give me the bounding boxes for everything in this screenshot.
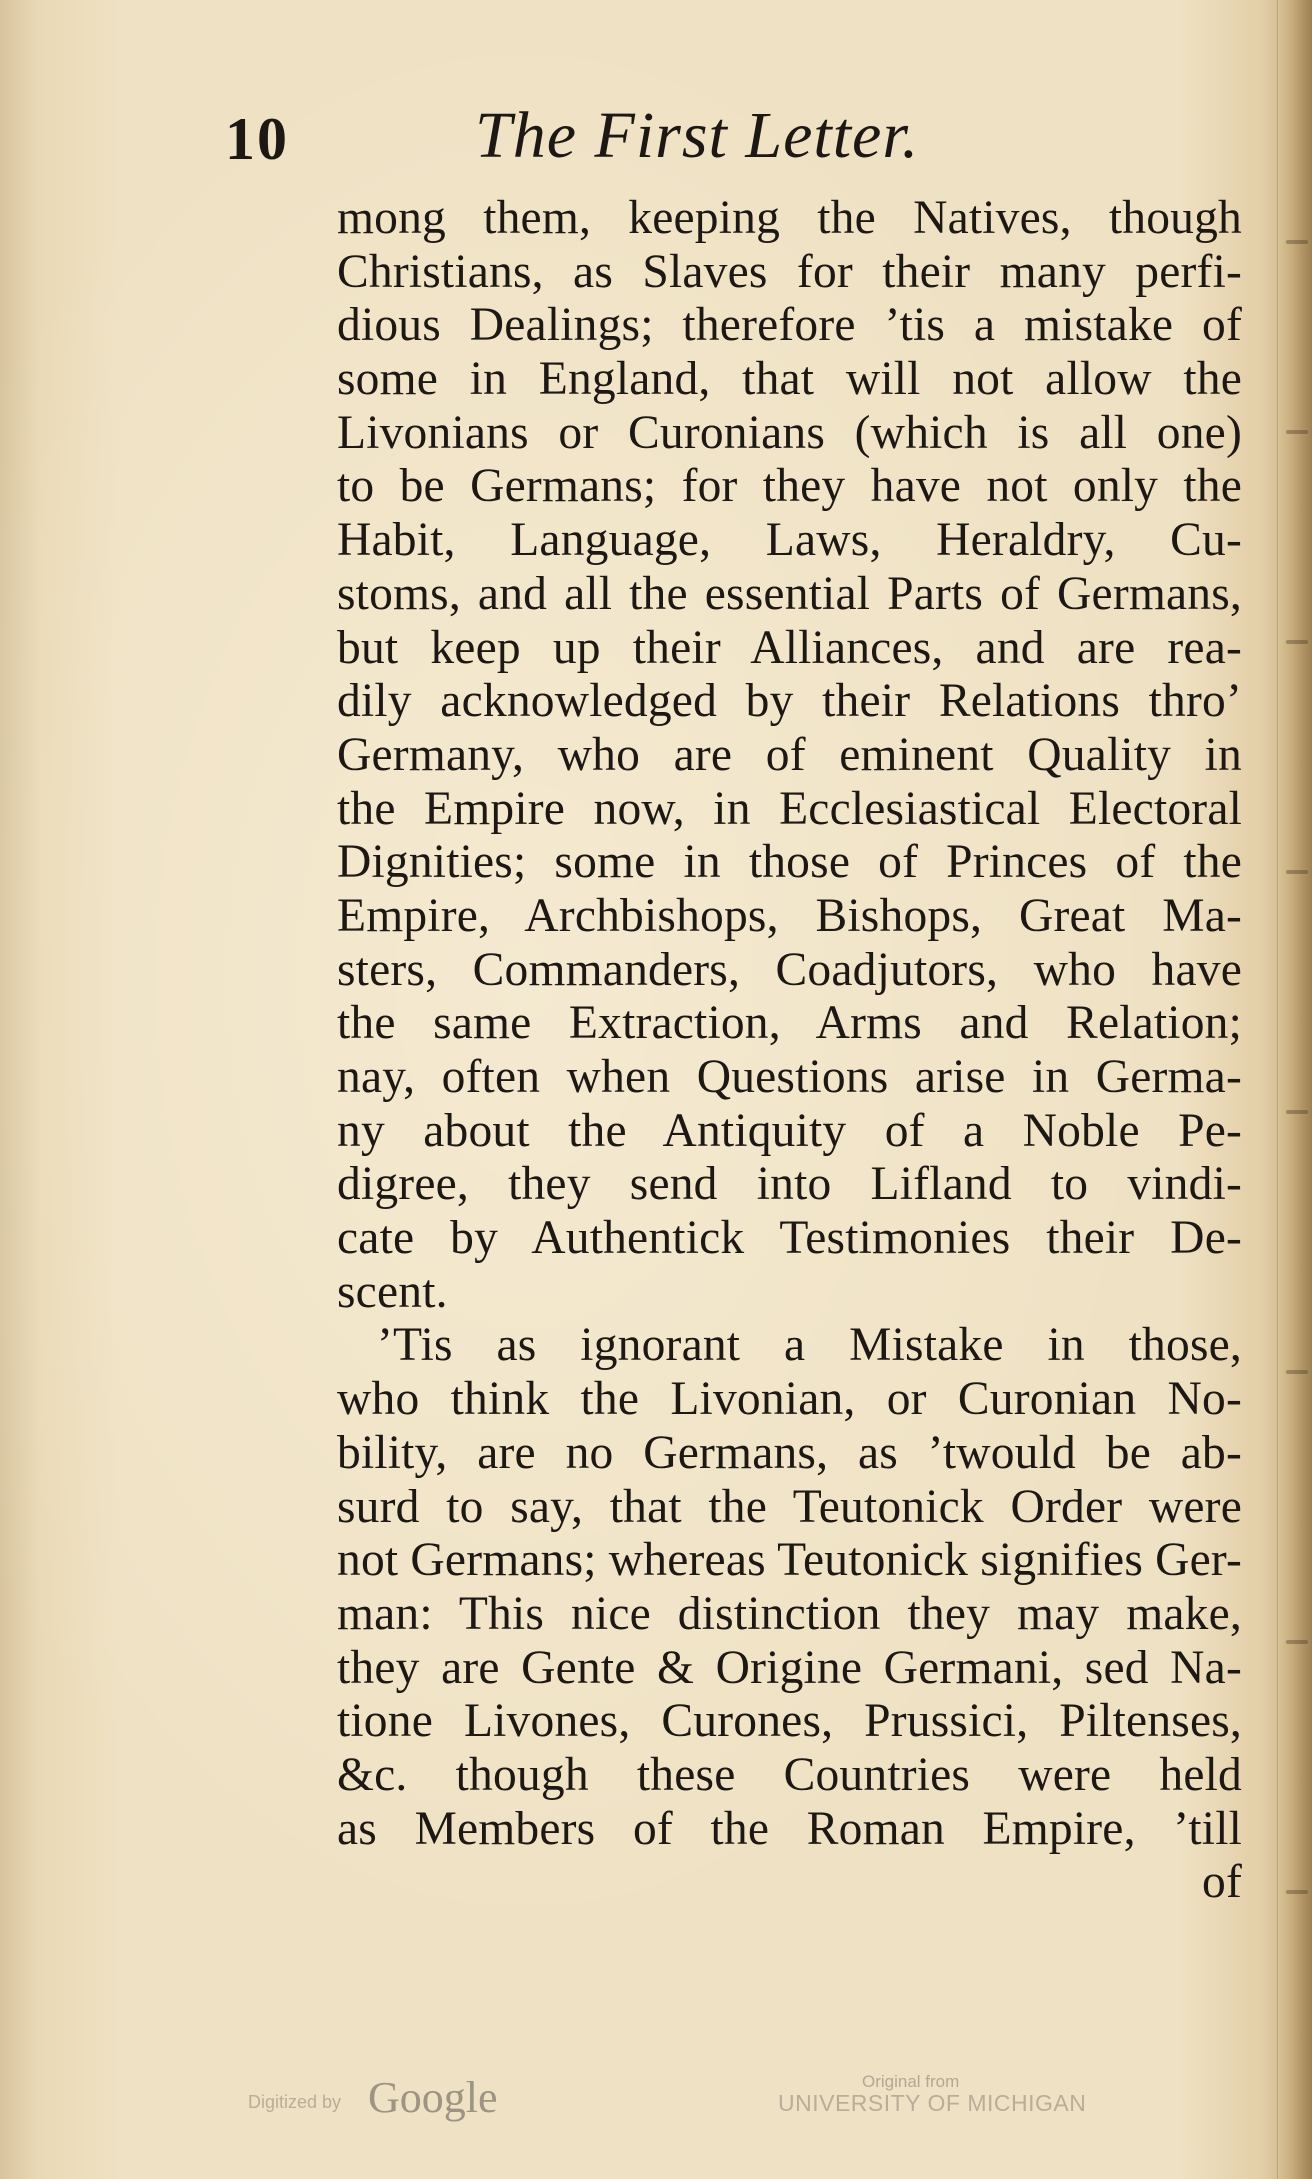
text-line: the same Extraction, Arms and Relation; xyxy=(337,997,1242,1050)
text-line: but keep up their Alliances, and are rea- xyxy=(337,621,1242,674)
text-line: ’Tis as ignorant a Mistake in those, xyxy=(377,1319,1242,1372)
bleed-mark xyxy=(1286,870,1308,874)
bleed-mark xyxy=(1286,1890,1308,1894)
text-line: nay, often when Questions arise in Germa- xyxy=(337,1051,1242,1103)
text-line: sters, Commanders, Coadjutors, who have xyxy=(337,943,1242,996)
text-line: they are Gente & Origine Germani, sed Na- xyxy=(337,1641,1242,1694)
text-line: Dignities; some in those of Princes of the xyxy=(337,836,1242,889)
text-line: digree, they send into Lifland to vindi- xyxy=(337,1158,1242,1211)
text-line: some in England, that will not allow the xyxy=(337,353,1242,406)
google-logo: Google xyxy=(368,2073,498,2122)
text-line: Germany, who are of eminent Quality in xyxy=(337,728,1242,781)
digitized-by-label: Digitized by xyxy=(248,2092,342,2112)
bleed-mark xyxy=(1286,240,1308,244)
text-line: mong them, keeping the Natives, though xyxy=(337,192,1242,244)
bleed-mark xyxy=(1286,1640,1308,1644)
original-from-label: Original from xyxy=(862,2072,960,2091)
text-line: dious Dealings; therefore ’tis a mistake of xyxy=(337,299,1242,352)
text-line: as Members of the Roman Empire, ’till xyxy=(337,1802,1242,1855)
text-line: to be Germans; for they have not only the xyxy=(337,460,1242,513)
catchword: of xyxy=(1202,1856,1242,1909)
bleed-mark xyxy=(1286,640,1308,644)
text-line: Christians, as Slaves for their many perfi- xyxy=(337,245,1242,298)
text-line: ny about the Antiquity of a Noble Pe- xyxy=(337,1104,1242,1157)
text-line: Livonians or Curonians (which is all one) xyxy=(337,406,1242,459)
text-line: scent. xyxy=(337,1265,448,1318)
text-line: Empire, Archbishops, Bishops, Great Ma- xyxy=(337,889,1242,942)
page-edge xyxy=(1277,0,1312,2179)
body-text xyxy=(337,192,1242,1910)
text-line: the Empire now, in Ecclesiastical Electoral xyxy=(337,782,1242,835)
text-line: who think the Livonian, or Curonian No- xyxy=(337,1373,1242,1426)
page-header xyxy=(225,92,1125,182)
text-line: Habit, Language, Laws, Heraldry, Cu- xyxy=(337,514,1242,567)
bleed-mark xyxy=(1286,1110,1308,1114)
page-number: 10 xyxy=(225,106,289,172)
university-label: UNIVERSITY OF MICHIGAN xyxy=(778,2090,1087,2116)
text-line: tione Livones, Curones, Prussici, Piltenses, xyxy=(337,1695,1242,1748)
text-line: not Germans; whereas Teutonick signifies Ger- xyxy=(337,1534,1242,1587)
text-line: dily acknowledged by their Relations thro’ xyxy=(337,675,1242,728)
text-line: man: This nice distinction they may make, xyxy=(337,1587,1242,1640)
text-line: bility, are no Germans, as ’twould be ab- xyxy=(337,1426,1242,1479)
text-line: surd to say, that the Teutonick Order were xyxy=(337,1480,1242,1533)
text-line: stoms, and all the essential Parts of Germans, xyxy=(337,567,1242,620)
text-line: cate by Authentick Testimonies their De- xyxy=(337,1212,1242,1265)
bleed-mark xyxy=(1286,1370,1308,1374)
watermark-footer xyxy=(0,2072,1312,2132)
running-title: The First Letter. xyxy=(475,99,920,172)
bleed-mark xyxy=(1286,430,1308,434)
text-line: &c. though these Countries were held xyxy=(337,1748,1242,1801)
